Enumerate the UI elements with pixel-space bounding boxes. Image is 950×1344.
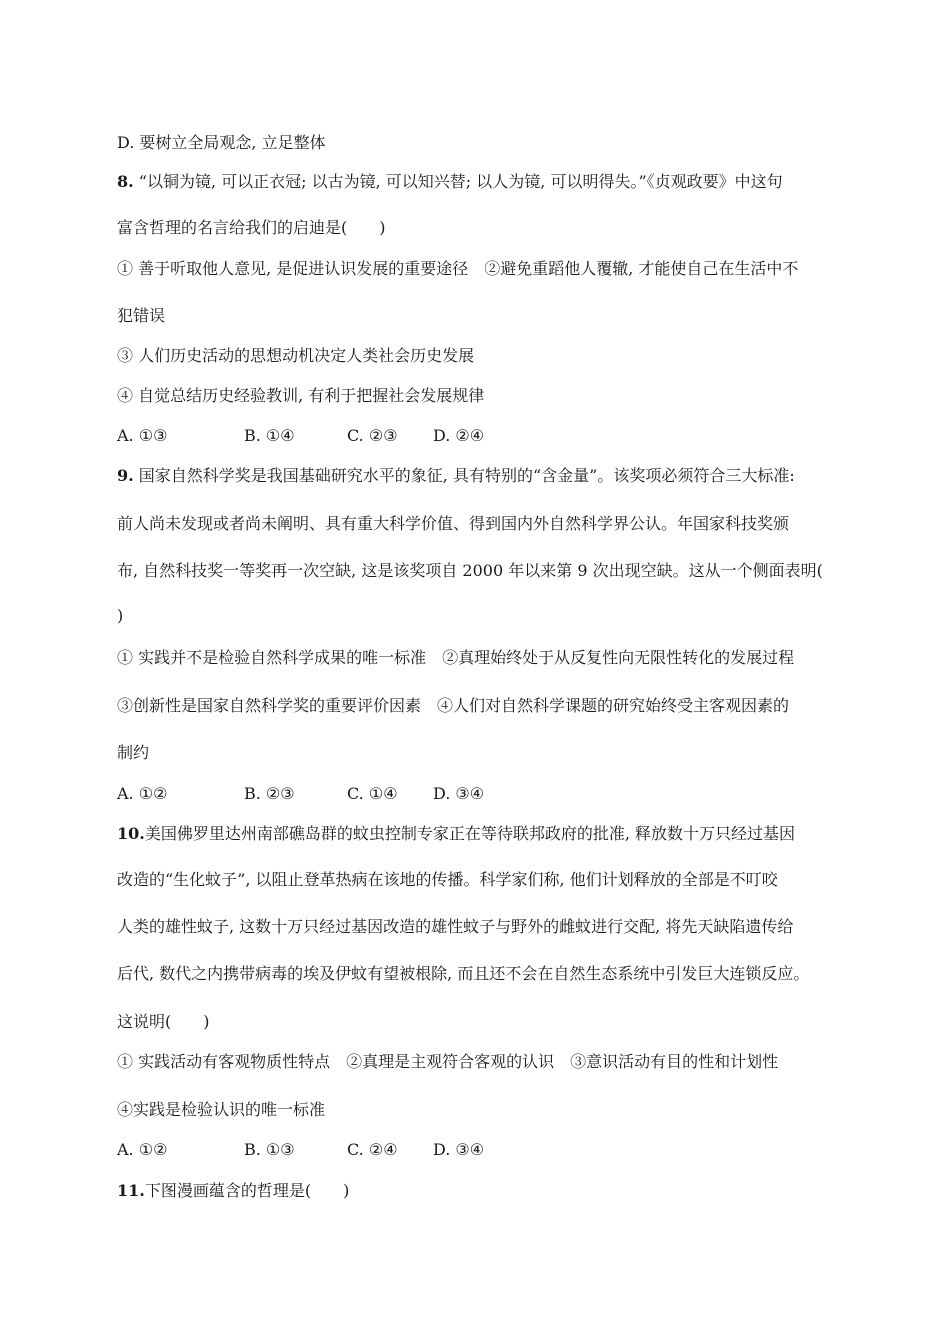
q10-choice-a: A. ①② (117, 1140, 168, 1159)
q10-stem-line-3: 人类的雄性蚊子, 这数十万只经过基因改造的雄性蚊子与野外的雌蚊进行交配, 将先天缺陷遗传给 (117, 917, 794, 936)
q9-stem-line-3: 布, 自然科技奖一等奖再一次空缺, 这是该奖项自 2000 年以来第 9 次出现空缺。这从一个侧面表明( (117, 561, 823, 580)
q10-stem-line-4: 后代, 数代之内携带病毒的埃及伊蚊有望被根除, 而且还不会在自然生态系统中引发巨大连锁反应。 (117, 964, 810, 983)
q8-statement-1: ① 善于听取他人意见, 是促进认识发展的重要途径 ②避免重蹈他人覆辙, 才能使自己在生活中不 (117, 259, 799, 278)
q9-stem-line-2: 前人尚未发现或者尚未阐明、具有重大科学价值、得到国内外自然科学界公认。年国家科技奖颁 (117, 514, 790, 533)
q9-statement-3-4: ③创新性是国家自然科学奖的重要评价因素 ④人们对自然科学课题的研究始终受主客观因素的 (117, 696, 790, 715)
q9-choice-c: C. ①④ (347, 784, 398, 803)
q9-statement-1-2: ① 实践并不是检验自然科学成果的唯一标准 ②真理始终处于从反复性向无限性转化的发展过程 (117, 648, 795, 667)
q8-stem-line-1 (117, 172, 783, 192)
q8-choice-a: A. ①③ (117, 426, 168, 445)
q10-choice-b: B. ①③ (244, 1140, 295, 1159)
q10-stem-line-1 (117, 824, 795, 844)
q8-statement-4: ④ 自觉总结历史经验教训, 有利于把握社会发展规律 (117, 386, 485, 405)
q7-option-d: D. 要树立全局观念, 立足整体 (117, 133, 326, 152)
q10-choice-d: D. ③④ (433, 1140, 485, 1159)
q8-statement-1-cont: 犯错误 (117, 306, 166, 325)
q9-number: 9. (117, 466, 134, 485)
q9-stem-line-4: ) (117, 606, 124, 625)
q10-statement-4: ④实践是检验认识的唯一标准 (117, 1100, 326, 1119)
q9-choice-d: D. ③④ (433, 784, 485, 803)
q10-number: 10. (117, 824, 145, 843)
q10-stem-line-5: 这说明( ) (117, 1012, 210, 1031)
q10-choice-c: C. ②④ (347, 1140, 398, 1159)
q11-stem-line-1 (117, 1181, 349, 1201)
q9-choice-b: B. ②③ (244, 784, 295, 803)
q9-stem-text-1: 国家自然科学奖是我国基础研究水平的象征, 具有特别的“含金量”。该奖项必须符合三大标准: (138, 466, 795, 485)
q8-choice-b: B. ①④ (244, 426, 295, 445)
q11-stem-text-1: 下图漫画蕴含的哲理是( ) (144, 1181, 350, 1200)
q8-statement-3: ③ 人们历史活动的思想动机决定人类社会历史发展 (117, 346, 475, 365)
q11-number: 11. (117, 1181, 145, 1200)
q8-choice-d: D. ②④ (433, 426, 485, 445)
q9-choice-a: A. ①② (117, 784, 168, 803)
q10-statements-1-3: ① 实践活动有客观物质性特点 ②真理是主观符合客观的认识 ③意识活动有目的性和计划性 (117, 1052, 779, 1071)
q8-choice-c: C. ②③ (347, 426, 398, 445)
q9-statement-4-cont: 制约 (117, 743, 150, 762)
q10-stem-text-1: 美国佛罗里达州南部礁岛群的蚊虫控制专家正在等待联邦政府的批准, 释放数十万只经过基因 (144, 824, 796, 843)
q10-stem-line-2: 改造的“生化蚊子”, 以阻止登革热病在该地的传播。科学家们称, 他们计划释放的全部是不叮咬 (117, 870, 778, 889)
q9-stem-line-1 (117, 466, 795, 486)
q8-stem-text-1: “以铜为镜, 可以正衣冠; 以古为镜, 可以知兴替; 以人为镜, 可以明得失。”《贞观政要》中这句 (138, 172, 783, 191)
q8-number: 8. (117, 172, 134, 191)
q8-stem-line-2: 富含哲理的名言给我们的启迪是( ) (117, 218, 386, 237)
